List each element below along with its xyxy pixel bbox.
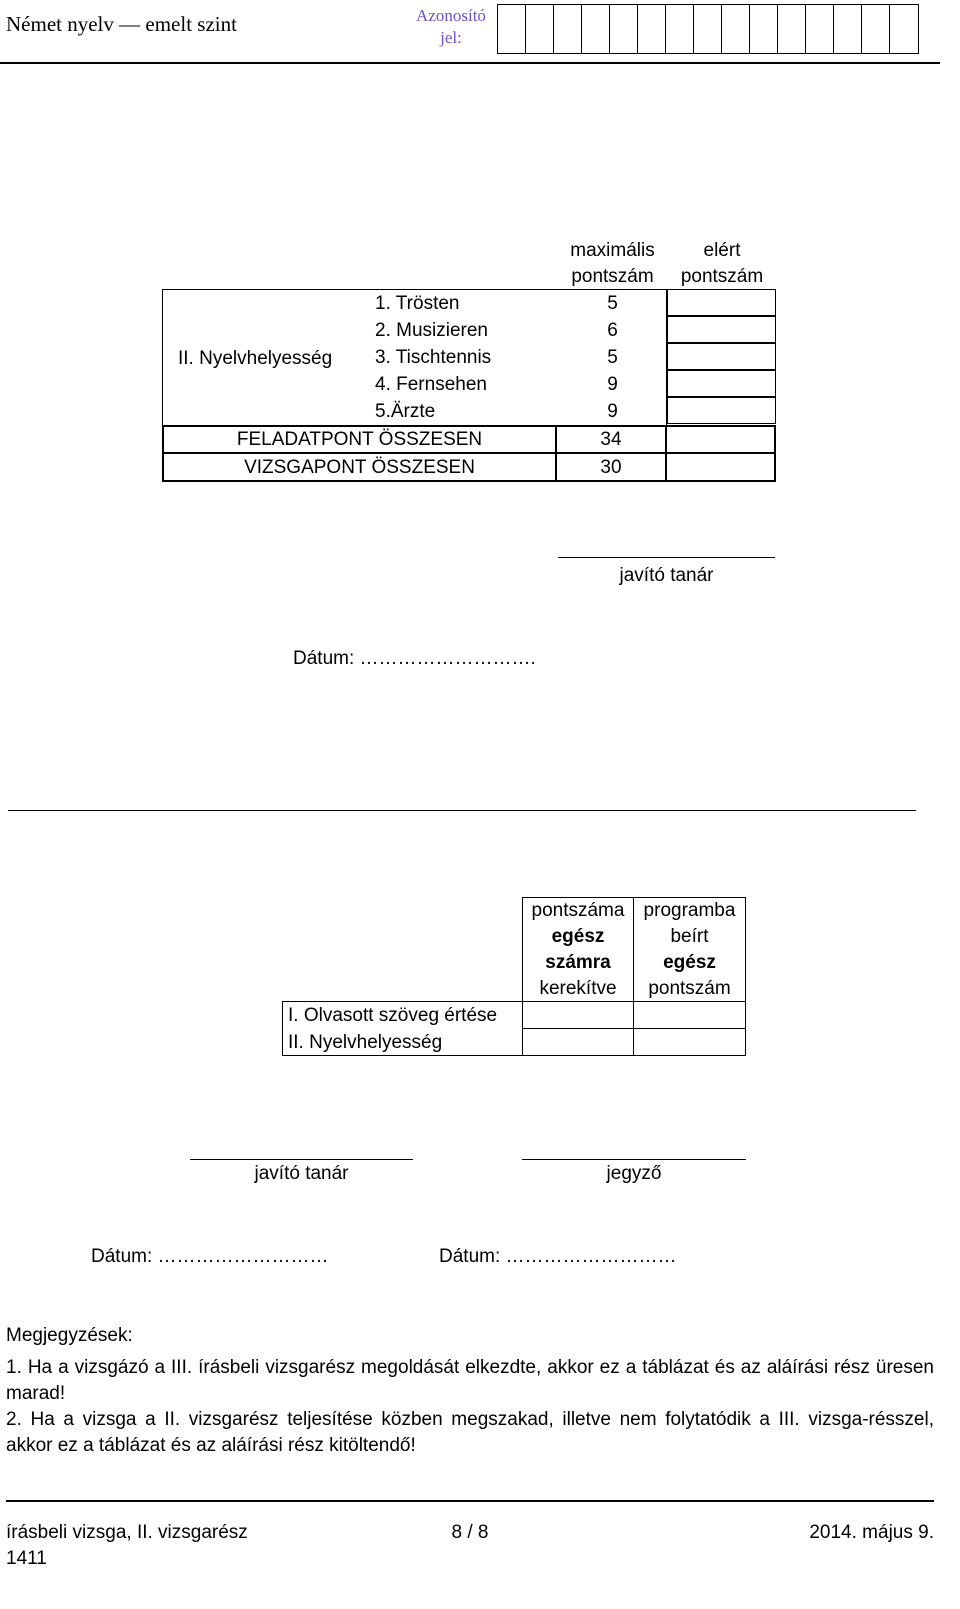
section-separator — [8, 810, 916, 811]
col-max-line2: pontszám — [571, 266, 654, 287]
achieved-cell-4[interactable] — [667, 370, 776, 397]
summary-col1-line4: kerekítve — [539, 978, 617, 999]
total-task-label: FELADATPONT ÖSSZESEN — [236, 429, 483, 450]
task-max-5: 9 — [607, 401, 618, 422]
col-achieved-header — [668, 238, 776, 290]
summary-col2-line1: programba — [643, 900, 736, 921]
total-task-value: 34 — [600, 429, 622, 450]
id-box[interactable] — [778, 5, 806, 53]
id-box[interactable] — [750, 5, 778, 53]
task-row-5: 5.Ärzte — [375, 401, 436, 422]
id-box[interactable] — [722, 5, 750, 53]
summary-col1-line2: egész — [551, 926, 605, 947]
signature-date-teacher: Dátum: ……………………… — [91, 1246, 329, 1267]
id-label — [408, 5, 494, 49]
signature-role-teacher: javító tanár — [254, 1163, 349, 1184]
id-box[interactable] — [610, 5, 638, 53]
col-max-line1: maximális — [570, 240, 655, 261]
task-row-1: 1. Trösten — [375, 293, 460, 314]
signature-role-recorder: jegyző — [606, 1163, 662, 1184]
id-box[interactable] — [834, 5, 862, 53]
achieved-cell-3[interactable] — [667, 343, 776, 370]
header-title: Német nyelv — emelt szint — [6, 12, 237, 36]
summary-col2-text — [633, 898, 746, 1002]
summary-col1-line1: pontszáma — [531, 900, 625, 921]
id-box[interactable] — [694, 5, 722, 53]
id-box[interactable] — [806, 5, 834, 53]
notes-heading: Megjegyzések: — [6, 1325, 133, 1346]
signature-date-recorder: Dátum: ……………………… — [439, 1246, 677, 1267]
id-box[interactable] — [498, 5, 526, 53]
id-boxes[interactable] — [497, 4, 919, 54]
id-box[interactable] — [554, 5, 582, 53]
section-label: II. Nyelvhelyesség — [178, 348, 333, 369]
id-box[interactable] — [862, 5, 890, 53]
signature-date-1: Dátum: ………………………. — [293, 648, 536, 669]
id-box[interactable] — [526, 5, 554, 53]
header-divider — [0, 62, 940, 64]
col-achieved-line1: elért — [703, 240, 741, 261]
signature-role-1: javító tanár — [619, 565, 714, 586]
task-max-3: 5 — [607, 347, 618, 368]
summary-col1-line3: számra — [545, 952, 611, 973]
total-exam-label: VIZSGAPONT ÖSSZESEN — [244, 457, 475, 478]
footer-date: 2014. május 9. — [809, 1522, 934, 1543]
summary-col2-line2: beírt — [670, 926, 709, 947]
id-label-line2: jel: — [440, 28, 462, 47]
task-row-3: 3. Tischtennis — [375, 347, 492, 368]
summary-col2-line3: egész — [663, 952, 716, 973]
summary-row2-label: II. Nyelvhelyesség — [288, 1032, 443, 1053]
footer-left: írásbeli vizsga, II. vizsgarész — [6, 1522, 248, 1543]
summary-r2c2[interactable] — [633, 1028, 746, 1056]
footer-divider — [6, 1500, 934, 1502]
summary-r1c1[interactable] — [522, 1001, 634, 1029]
summary-col1-text — [522, 898, 634, 1002]
col-achieved-line2: pontszám — [680, 266, 764, 287]
note-2: 2. Ha a vizsga a II. vizsgarész teljesítése közben megszakad, illetve nem folytatódik a III. vizsga-résszel, akkor ez a táblázat és az aláírási rész kitöltendő! — [6, 1409, 934, 1456]
task-row-2: 2. Musizieren — [375, 320, 488, 341]
id-label-line1: Azonosító — [416, 6, 486, 25]
id-box[interactable] — [582, 5, 610, 53]
id-box[interactable] — [666, 5, 694, 53]
id-box[interactable] — [890, 5, 918, 53]
signature-line-1 — [558, 557, 775, 558]
task-max-2: 6 — [607, 320, 618, 341]
signature-line-recorder — [522, 1159, 746, 1160]
note-1: 1. Ha a vizsgázó a III. írásbeli vizsgarész megoldását elkezdte, akkor ez a táblázat és az aláírási rész üresen marad! — [6, 1357, 934, 1404]
task-max-1: 5 — [607, 293, 618, 314]
total-exam-achieved[interactable] — [665, 452, 776, 482]
id-box[interactable] — [638, 5, 666, 53]
summary-col2-line4: pontszám — [648, 978, 731, 999]
summary-r1c2[interactable] — [633, 1001, 746, 1029]
footer-page: 8 / 8 — [451, 1522, 489, 1543]
summary-r2c1[interactable] — [522, 1028, 634, 1056]
achieved-cell-2[interactable] — [667, 316, 776, 343]
total-task-achieved[interactable] — [665, 425, 776, 454]
footer-code: 1411 — [6, 1548, 47, 1569]
task-max-4: 9 — [607, 374, 618, 395]
col-max-header — [560, 238, 665, 290]
achieved-cell-5[interactable] — [667, 397, 776, 424]
signature-line-teacher — [190, 1159, 413, 1160]
task-row-4: 4. Fernsehen — [375, 374, 487, 395]
achieved-cell-1[interactable] — [667, 289, 776, 316]
total-exam-value: 30 — [600, 457, 622, 478]
summary-row1-label: I. Olvasott szöveg értése — [288, 1005, 498, 1026]
